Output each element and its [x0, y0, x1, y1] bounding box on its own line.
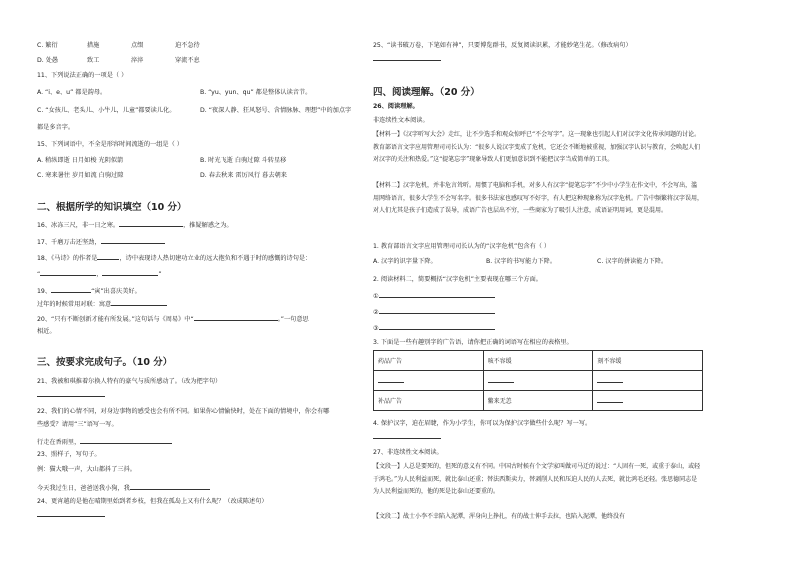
q20-line2: 相近。 — [37, 328, 56, 335]
q21: 21、我被和琪推着尔换人特有的豪气与质所感动了。（改为把字句） — [37, 378, 222, 385]
q22-line1: 22、我们的心情不同，对身边事物的感受也会有所不同。如果你心情愉快时，处在下面的情境中，你会有哪 — [37, 408, 330, 415]
q26-sub3-stem: 3. 下面是一些有趣别字的广告语，请你把正确的词语写在相应的表格里。 — [373, 339, 573, 346]
q16: 16、冰冻三尺，非一日之寒。 ，推疑解惑之为。 — [37, 222, 233, 229]
section-2-heading: 二、根据所学的知识填空（10 分） — [37, 202, 187, 213]
q11-option-d: D. “夜深人静、狂风怒号、含情脉脉、理想”中的加点字 — [200, 107, 352, 114]
q11-option-a: A. “i、e、u” 都是韵母。 — [37, 89, 107, 96]
ad-correction-table — [373, 350, 703, 411]
table-cell: 刻不容缓 — [593, 351, 703, 371]
q11-option-b: B. “yu、yun、qu” 都是整体认读音节。 — [200, 89, 312, 96]
q15-option-b: B. 时光飞逝 白驹过隙 斗转星移 — [200, 157, 287, 164]
q11-stem: 11、下列说法正确的一项是（ ） — [37, 72, 128, 79]
q10-c-word3: 迫不急待 — [175, 42, 200, 49]
q15-option-c: C. 寒来暑往 岁月如流 白驹过隙 — [37, 172, 124, 179]
blank-line[interactable] — [378, 376, 404, 383]
q10-c-word2: 点缀 — [131, 42, 144, 49]
q26-sub1-stem: 1. 教育部语言文字应用管理司司长认为的“汉字危机”包含有（ ） — [373, 243, 551, 250]
q23-line2: 例：猫大哦一声，大山都抖了三抖。 — [37, 466, 136, 473]
q27-passage-1: 【文段一】人总是要死的，但死的意义有不同。中国古时候有个文学家叫做司马迁的说过：“人固有一死，或重于泰山，或轻于鸿毛。”为人民利益而死，就比泰山还重；替法西斯卖力，替剥削人民和压迫人民的人去死，就比鸿毛还轻。张思德同志是为人民利益而死的，他的死是比泰山还要重的。 — [373, 463, 701, 495]
q26-answer-1: ① — [373, 291, 495, 301]
q10-d-word2: 淬淬 — [131, 57, 144, 64]
q27-passage-2: 【文段二】战士小李不幸陷入泥潭，浑身向上挣扎，有的战士伸手去拉，也陷入泥潭，他终没有 — [373, 513, 626, 520]
q19-line2: 过年的时候常用对联：寓意 — [37, 299, 167, 309]
q15-option-a: A. 稍纵即逝 日月如梭 光阴似箭 — [37, 157, 124, 164]
q20: 20、“只有不断创新才能有所发展。”这句话与《周易》中“ 。”一句意思 — [37, 316, 309, 323]
q18-line2: “ ， ” — [37, 271, 162, 278]
q22-line3: 行走在香雨里， — [37, 437, 172, 447]
q19: 19、 “寅”出喜庆美好。 — [37, 288, 141, 295]
q21-answer-line[interactable] — [37, 396, 105, 397]
table-row — [374, 391, 703, 411]
q17: 17、千磨万击还坚劲， — [37, 237, 165, 247]
table-cell: 咳不容缓 — [483, 351, 593, 371]
table-cell[interactable] — [593, 371, 703, 391]
q22-line2: 些感受？请用“三”语写一写。 — [37, 421, 118, 428]
section-3-heading: 三、按要求完成句子。（10 分） — [37, 357, 173, 368]
q24: 24、更宵越的是他在晴期里始到者乡枝，但我在孤岛上又有什么呢？（改成陈述句） — [37, 498, 268, 505]
q18: 18、《马诗》的作者是 ，诗中表现诗人热切建功立业的远大抱负和不遇于时的感慨的诗句是： — [37, 255, 312, 262]
q26-sub4-answer-line[interactable] — [373, 438, 441, 439]
blank-line[interactable] — [597, 376, 623, 383]
q26-sub2-stem: 2. 阅读材料二，简要概括“汉字危机”主要表现在哪三个方面。 — [373, 276, 542, 283]
q23-line1: 23、照样子，写句子。 — [37, 451, 101, 458]
q25: 25、“读书破万卷，下笔如有神”，只要博览群书，反复阅读识累，才能妙笔生花。（修改病句） — [373, 42, 632, 49]
q10-option-d: D. 处愚 — [37, 57, 59, 64]
q26-title: 26、阅读理解。 — [373, 103, 419, 110]
table-cell: 鳖来无恙 — [483, 391, 593, 411]
table-cell[interactable] — [593, 391, 703, 411]
q25-answer-line[interactable] — [373, 60, 441, 61]
q23-line3: 今天我过生日，爸爸送我小狗，我 — [37, 483, 210, 493]
q26-answer-2: ② — [373, 307, 495, 317]
q10-d-word1: 致工 — [87, 57, 100, 64]
blank-line[interactable] — [597, 396, 623, 403]
q11-option-d-cont: 都是多音字。 — [37, 124, 75, 131]
q10-d-word3: 穿流不息 — [175, 57, 200, 64]
q15-stem: 15、下列词语中，不全是形容时间流逝的一组是（ ） — [37, 141, 183, 148]
table-cell[interactable] — [483, 371, 593, 391]
q10-option-c: C. 繁衍 — [37, 42, 58, 49]
q15-option-d: D. 春去秋来 雷厉风行 暮去朝来 — [200, 172, 287, 179]
section-4-heading: 四、阅读理解。（20 分） — [373, 87, 480, 98]
q26-sub1-option-c: C. 汉字的拼读能力下降。 — [597, 258, 668, 265]
q26-material-1: 【材料一】《汉字听写大会》走红，让不少选手和观众惊呼已“不会写字”。这一现象也引起人们对汉字文化传承问题的讨论。教育部语言文字应用管理司司长认为：“很多人说汉字变成了危机，它还会不断地被重视，加强汉字认识与教育，会唤起人们对汉字的关注和热爱。”这“提笔忘字”现象导致人们更加意识到不能把汉字当成简单的工具。 — [373, 131, 701, 163]
q10-c-word1: 措施 — [87, 42, 100, 49]
blank-line[interactable] — [488, 376, 514, 383]
table-row — [374, 351, 703, 371]
q24-answer-line[interactable] — [37, 516, 105, 517]
q11-option-c: C. “女孩儿、老头儿、小牛儿，儿童”都要读儿化。 — [37, 107, 176, 114]
table-row — [374, 371, 703, 391]
table-cell[interactable] — [374, 371, 484, 391]
q26-sub1-option-b: B. 汉字的书写能力下降。 — [486, 258, 557, 265]
table-cell: 补品广告 — [374, 391, 484, 411]
q26-subtitle: 非连续性文本阅读。 — [373, 117, 429, 124]
table-cell: 药品广告 — [374, 351, 484, 371]
q26-sub1-option-a: A. 汉字的识字量下降。 — [373, 258, 437, 265]
q26-material-2: 【材料二】汉字危机，并非危言耸听。用惯了电脑和手机，对多人有汉字“提笔忘字”不少中小学生在作文中，不会写出，滥用网络语言，很多大学生不会写名字。很多书法家也感叹写不好字，有人把这种现象称为汉字危机。广告中频繁将汉字误用，对人们尤其是孩子们造成了误导，成语广告也层出不穷，一些商家为了吸引人注意，成语证明用词，更是混用。 — [373, 182, 703, 214]
q26-sub4-stem: 4. 保护汉字，迫在眉睫，作为小学生，你可以为保护汉字做些什么呢？写一写。 — [373, 420, 592, 427]
q27-title: 27、非连续性文本阅读。 — [373, 449, 443, 456]
q26-answer-3: ③ — [373, 323, 495, 333]
